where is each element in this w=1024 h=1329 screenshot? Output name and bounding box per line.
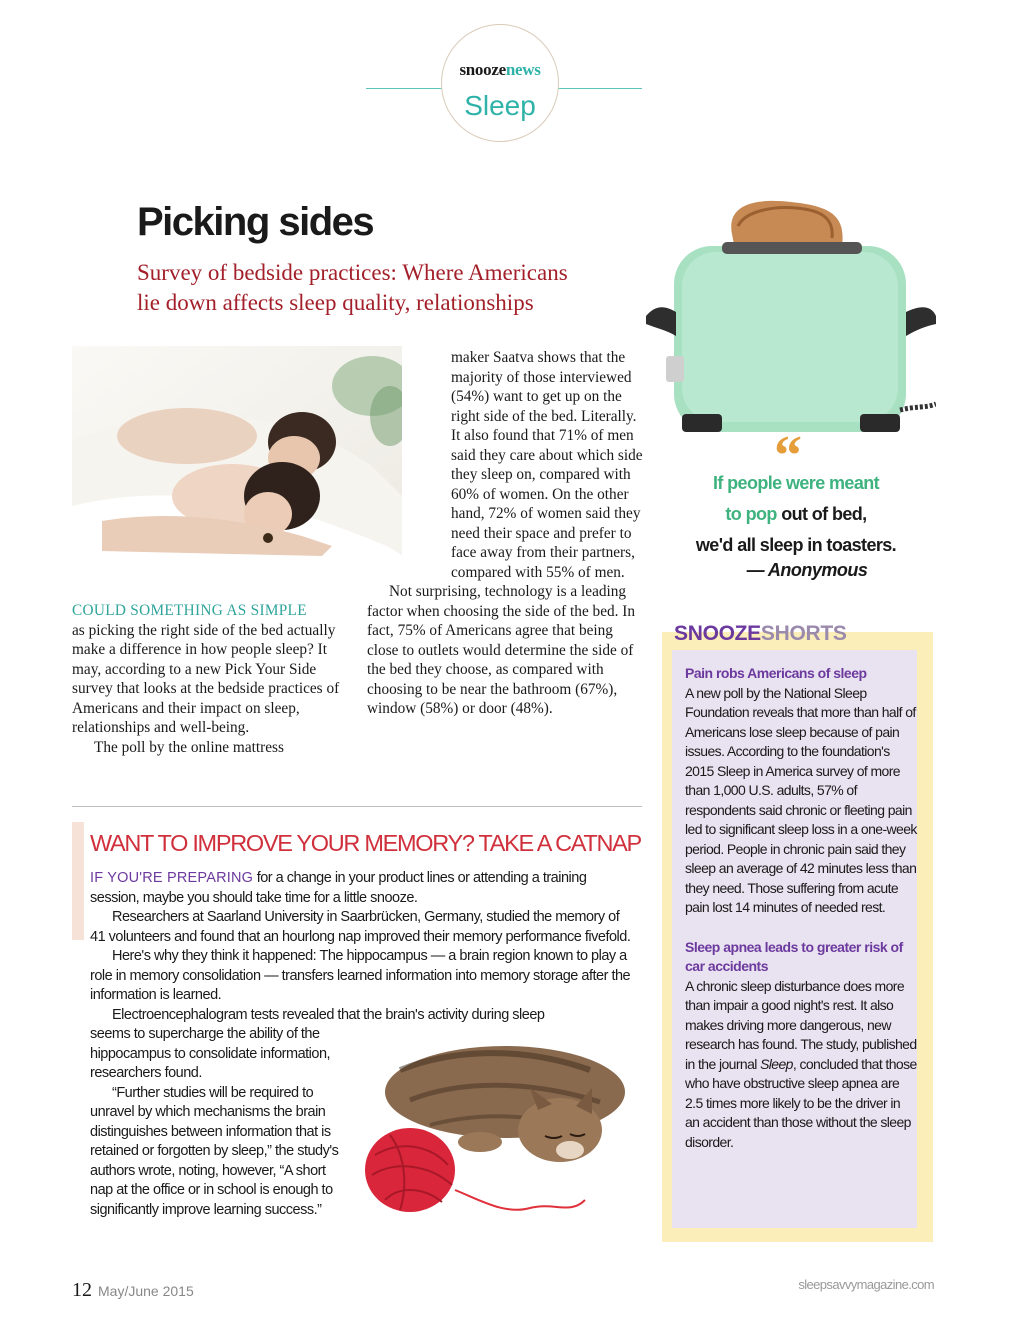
article-paragraph-2: maker Saatva shows that the majority of those interviewed (54%) want to get up on the right side of the bed. Literally. It also found that 71% of men said they care about which side they sleep on, compared with 60% of women. On the other hand, 72% of women said they need their space and prefer to face away from their partners, compared with 55% of men.	[451, 349, 643, 581]
section-label: Sleep	[464, 90, 536, 121]
short-2-heading: Sleep apnea leads to greater risk of car accidents	[685, 938, 903, 974]
catnap-paragraph-4-cont: seems to supercharge the ability of the hippocampus to consolidate information, researchers found.	[90, 1026, 331, 1081]
toaster-illustration	[646, 196, 936, 440]
catnap-headline: WANT TO IMPROVE YOUR MEMORY? TAKE A CATNAP	[90, 830, 641, 856]
catnap-paragraph-5: “Further studies will be required to unravel by which mechanisms the brain distinguishes between information that is retained or forgotten by sleep,” the study's authors wrote, noting, however, “A short nap at the office or in school is enough to significantly improve learning success.”	[90, 1084, 339, 1218]
article-lead-in: COULD SOMETHING AS SIMPLE	[72, 602, 307, 619]
catnap-paragraph-1: for a change in your product lines or attending a training session, maybe you should take time for a little snooze.	[90, 870, 587, 906]
article-column-2	[367, 348, 643, 719]
footer-website: sleepsavvymagazine.com	[798, 1277, 934, 1292]
article-title: Picking sides	[137, 200, 374, 244]
section-divider	[72, 806, 642, 807]
short-1-heading: Pain robs Americans of sleep	[685, 665, 867, 681]
brand-logo: snoozenews	[459, 60, 541, 79]
short-2-body: A chronic sleep disturbance does more than impair a good night's rest. It also makes driving more dangerous, new research has found. The study, published in the journal Sleep, concluded that those who have obstructive sleep apnea are 2.5 times more likely to be the driver in an accident than those without the sleep disorder.	[685, 977, 917, 1150]
article-subtitle: Survey of bedside practices: Where Americans lie down affects sleep quality, relationships	[137, 260, 568, 315]
section-badge	[441, 24, 559, 142]
catnap-paragraph-4: Electroencephalogram tests revealed that the brain's activity during sleep	[112, 1006, 545, 1023]
footer-issue: 12 May/June 2015	[72, 1279, 194, 1301]
article-paragraph-3: Not surprising, technology is a leading factor when choosing the side of the bed. In fact, 75% of Americans agree that being close to outlets would determine the side of the bed they choose, as compared with choosing to be near the bathroom (67%), window (58%) or door (48%).	[367, 583, 636, 717]
page-number: 12	[72, 1279, 92, 1301]
article-paragraph-2-start: The poll by the online mattress	[94, 738, 284, 756]
quote-mark-icon: “	[774, 425, 802, 487]
snooze-shorts-heading: SNOOZESHORTS	[674, 622, 847, 645]
sleeping-couple-photo	[72, 346, 402, 580]
accent-block	[72, 822, 84, 940]
catnap-paragraph-2: Researchers at Saarland University in Saarbrücken, Germany, studied the memory of 41 volunteers and found that an hourlong nap improved their memory performance fivefold.	[90, 909, 631, 945]
pull-quote: If people were meant to pop out of bed, we'd all sleep in toasters.	[695, 473, 897, 555]
quote-author: — Anonymous	[746, 560, 868, 580]
article-column-1	[72, 601, 352, 757]
sleeping-kitten-photo	[330, 1030, 642, 1230]
short-1-body: A new poll by the National Sleep Foundation reveals that more than half of Americans lose sleep because of pain issues. According to the foundation's 2015 Sleep in America survey of more than 1,000 U.S. adults, 57% of respondents said chronic or fleeting pain led to significant sleep loss in a one-week period. People in chronic pain said they sleep an average of 42 minutes less than they need. Those suffering from acute pain lost 14 minutes of needed rest.	[685, 684, 917, 915]
catnap-lead-in: IF YOU'RE PREPARING	[90, 870, 254, 886]
catnap-paragraph-3: Here's why they think it happened: The hippocampus — a brain region known to play a role in memory consolidation — transfers learned information into memory storage after the information is learned.	[90, 948, 631, 1003]
article-paragraph-1: as picking the right side of the bed actually make a difference in how people sleep? It may, according to a new Pick Your Side survey that looks at the bedside practices of Americans and their impact on sleep, relationships and well-being.	[72, 621, 340, 736]
snooze-shorts-body	[685, 664, 917, 1152]
